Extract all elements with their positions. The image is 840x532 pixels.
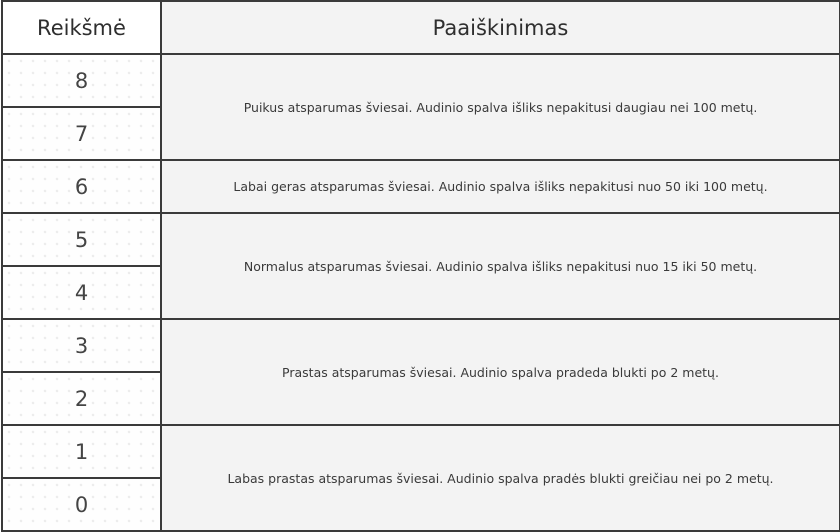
value-cell: 7 [2,107,161,160]
value-cell: 1 [2,425,161,478]
description-cell: Puikus atsparumas šviesai. Audinio spalva išliks nepakitusi daugiau nei 100 metų. [161,54,840,160]
description-cell: Labas prastas atsparumas šviesai. Audinio spalva pradės blukti greičiau nei po 2 metų. [161,425,840,531]
header-value: Reikšmė [2,1,161,54]
header-explanation: Paaiškinimas [161,1,840,54]
description-cell: Labai geras atsparumas šviesai. Audinio spalva išliks nepakitusi nuo 50 iki 100 metų. [161,160,840,213]
table-row [2,213,840,266]
description-cell: Normalus atsparumas šviesai. Audinio spalva išliks nepakitusi nuo 15 iki 50 metų. [161,213,840,319]
value-cell: 2 [2,372,161,425]
table-row [2,425,840,478]
table-row [2,54,840,107]
lightfastness-table [1,0,840,532]
table-row [2,160,840,213]
value-cell: 0 [2,478,161,531]
header-row [2,1,840,54]
description-cell: Prastas atsparumas šviesai. Audinio spalva pradeda blukti po 2 metų. [161,319,840,425]
value-cell: 5 [2,213,161,266]
table-row [2,319,840,372]
value-cell: 3 [2,319,161,372]
value-cell: 8 [2,54,161,107]
value-cell: 6 [2,160,161,213]
value-cell: 4 [2,266,161,319]
